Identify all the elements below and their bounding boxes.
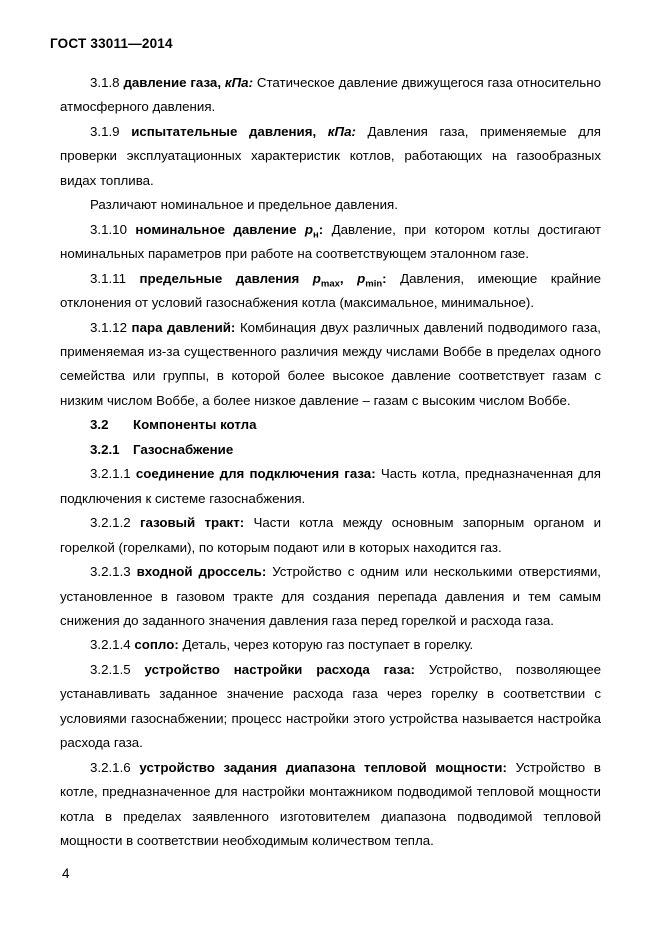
clause-3-2-1-2 xyxy=(60,511,601,560)
section-number: 3.2.1 xyxy=(90,441,120,457)
clause-number: 3.1.8 xyxy=(90,75,120,90)
section-title: Газоснабжение xyxy=(133,441,234,457)
clause-definition: Устройство, позволяющее устанавливать заданное значение расхода газа через горелку в соответствии с условиями газоснабжении; процесс настройки этого устройства называется настройка расхода газа. xyxy=(60,661,601,751)
clause-3-2-1-1 xyxy=(60,462,601,511)
clause-number: 3.1.10 xyxy=(90,221,127,237)
section-heading-3-2 xyxy=(60,413,601,437)
clause-3-2-1-3 xyxy=(60,560,601,633)
clause-term: газовый тракт: xyxy=(140,515,245,531)
page-number: 4 xyxy=(62,866,70,881)
clause-3-1-11 xyxy=(60,267,601,316)
clause-number: 3.1.11 xyxy=(90,270,126,286)
clause-term: номинальное давление xyxy=(135,221,297,237)
note-paragraph: Различают номинальное и предельное давления. xyxy=(90,197,398,213)
pressure-symbol-nominal: $p_н$: xyxy=(304,221,324,241)
clause-3-2-1-4 xyxy=(60,633,601,657)
clause-term: устройство задания диапазона тепловой мощности: xyxy=(139,759,507,775)
clause-term: входной дроссель: xyxy=(136,564,267,580)
clause-number: 3.2.1.3 xyxy=(90,564,131,580)
clause-3-2-1-6 xyxy=(60,756,601,854)
pressure-symbol-min: $p_{min}$: xyxy=(357,270,387,290)
clause-unit: кПа: xyxy=(327,123,356,139)
clause-definition: Давления, имеющие крайние отклонения от условий газоснабжения котла (максимальное, минимальное). xyxy=(60,270,601,311)
clause-term: пара давлений: xyxy=(131,319,236,335)
section-number: 3.2 xyxy=(90,417,109,433)
clause-3-1-12 xyxy=(60,316,601,414)
clause-term: предельные давления xyxy=(139,270,300,286)
clause-unit: кПа: xyxy=(224,75,254,90)
clause-term: устройство настройки расхода газа: xyxy=(144,661,415,677)
clause-3-1-9 xyxy=(60,120,601,193)
clause-definition: Деталь, через которую газ поступает в горелку. xyxy=(182,637,474,653)
clause-definition: Устройство в котле, предназначенное для настройки монтажником подводимой тепловой мощности котла в пределах заявленного изготовителем диапазона подводимой тепловой мощности в соответствии необходимым количеством тепла. xyxy=(60,759,601,849)
clause-definition: Давления газа, применяемые для проверки эксплуатационных характеристик котлов, работающих на газообразных видах топлива. xyxy=(60,123,601,188)
clause-term: давление газа, xyxy=(123,75,222,90)
pressure-symbol-max: $p_{max}$, xyxy=(312,270,344,290)
document-body xyxy=(60,71,601,854)
clause-number: 3.2.1.4 xyxy=(90,637,131,653)
clause-term: сопло: xyxy=(134,637,179,653)
section-title: Компоненты котла xyxy=(133,417,257,433)
clause-definition: Устройство с одним или несколькими отверстиями, установленное в газовом тракте для создания перепада давления и тем самым снижения до заданного значения давления газа перед горелкой и расхода газа. xyxy=(60,564,601,628)
clause-number: 3.2.1.1 xyxy=(90,466,131,482)
clause-3-1-10 xyxy=(60,218,601,267)
clause-3-2-1-5 xyxy=(60,658,601,756)
clause-number: 3.2.1.5 xyxy=(90,661,131,677)
clause-number: 3.1.9 xyxy=(90,123,120,139)
clause-definition: Давление, при котором котлы достигают номинальных параметров при работе на соответствующем эталонном газе. xyxy=(60,221,601,262)
clause-3-1-8 xyxy=(60,71,601,120)
clause-number: 3.2.1.2 xyxy=(90,515,131,531)
clause-definition: Часть котла, предназначенная для подключения к системе газоснабжения. xyxy=(60,466,601,506)
document-header: ГОСТ 33011—2014 xyxy=(50,36,173,51)
clause-term: соединение для подключения газа: xyxy=(135,466,376,482)
clause-number: 3.1.12 xyxy=(90,319,127,335)
section-heading-3-2-1 xyxy=(60,438,601,462)
clause-definition: Комбинация двух различных давлений подводимого газа, применяемая из-за существенного различия между числами Воббе в пределах одного семейства или группы, в которой более высокое давление соответствует газам с низким числом Воббе, а более низкое давление – газам с высоким числом Воббе. xyxy=(60,319,601,408)
clause-definition: Части котла между основным запорным органом и горелкой (горелками), по которым подают или в которых находится газ. xyxy=(60,515,601,555)
clause-definition: Статическое давление движущегося газа относительно атмосферного давления. xyxy=(60,75,601,115)
clause-number: 3.2.1.6 xyxy=(90,759,131,775)
clause-term: испытательные давления, xyxy=(131,123,317,139)
